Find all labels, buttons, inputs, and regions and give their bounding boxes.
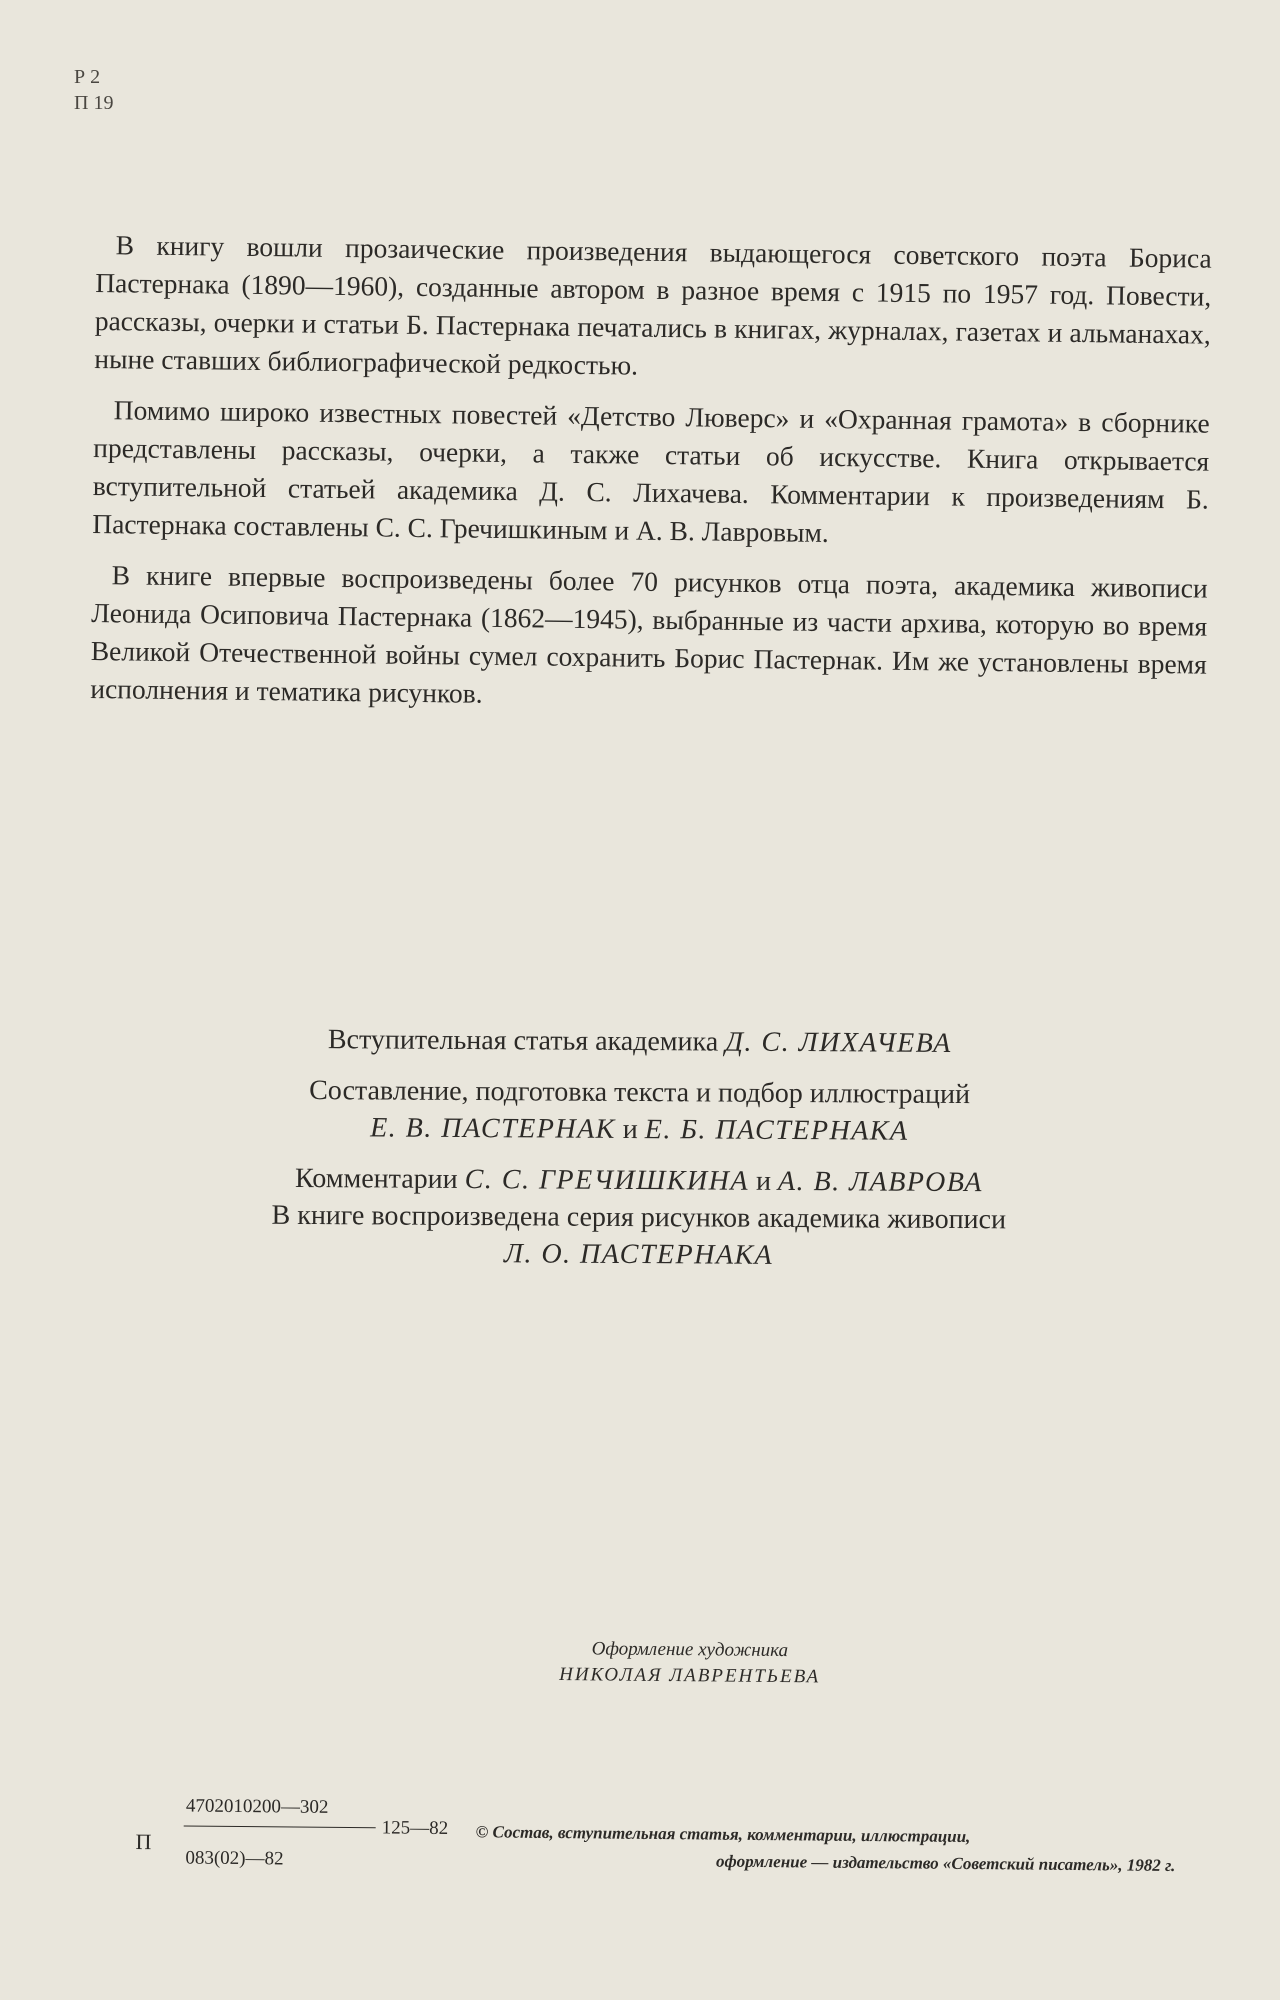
credit-introduction-name: Д. С. ЛИХАЧЕВА: [725, 1026, 952, 1059]
credit-comments: [139, 1159, 1139, 1202]
credit-compiler-1: Е. В. ПАСТЕРНАК: [370, 1112, 616, 1145]
credit-drawings-name: Л. О. ПАСТЕРНАКА: [503, 1238, 774, 1271]
credit-compiler-2: Е. Б. ПАСТЕРНАКА: [644, 1114, 909, 1147]
copyright-line-1: © Состав, вступительная статья, комментарии, иллюстрации,: [475, 1822, 971, 1847]
annotation-paragraph-1: В книгу вошли прозаические произведения выдающегося советского поэта Бориса Пастернака (1890—1960), созданные автором в разное время с 1915 по 1957 год. Повести, рассказы, очерки и статьи Б. Пастернака печатались в книгах, журналах, газетах и альманахах, ныне ставших библиографической редкостью.: [94, 229, 1212, 381]
annotation-paragraph-3: В книге впервые воспроизведены более 70 рисунков отца поэта, академика живописи Леонида Осиповича Пастернака (1862—1945), выбранные из части архива, которую во время Великой Отечественной войны сумел сохранить Борис Пастернак. Им же установлены время исполнения и тематика рисунков.: [90, 559, 1208, 709]
book-annotation: [90, 226, 1212, 735]
credit-conjunction: и: [622, 1113, 638, 1146]
classification-line-2: П 19: [74, 92, 114, 114]
credit-comments-label: Комментарии: [294, 1162, 458, 1195]
copyright-notice: [475, 1818, 1215, 1879]
credit-drawings-label: В книге воспроизведена серия рисунков академика живописи: [271, 1199, 1007, 1236]
imprint-denominator: 083(02)—82: [185, 1847, 284, 1870]
credit-compilation-label: Составление, подготовка текста и подбор иллюстраций: [309, 1075, 971, 1111]
credit-introduction: [140, 1020, 1140, 1063]
design-credit-label: Оформление художника: [591, 1638, 789, 1662]
credit-compilation: [139, 1071, 1139, 1151]
imprint-code: 125—82: [381, 1817, 449, 1839]
library-classification: [74, 64, 113, 116]
credit-introduction-label: Вступительная статья академика: [327, 1024, 719, 1058]
credit-drawings: [138, 1196, 1138, 1276]
credit-commentator-2: А. В. ЛАВРОВА: [777, 1165, 984, 1199]
imprint-block: [135, 1795, 1216, 1895]
imprint-numerator: 4702010200—302: [185, 1795, 329, 1818]
imprint-fraction-rule: [184, 1825, 376, 1828]
credit-commentator-1: С. С. ГРЕЧИШКИНА: [464, 1163, 750, 1197]
credit-conjunction: и: [755, 1165, 772, 1197]
copyright-line-2: оформление — издательство «Советский писатель», 1982 г.: [715, 1851, 1176, 1875]
design-credit-name: НИКОЛАЯ ЛАВРЕНТЬЕВА: [559, 1664, 821, 1688]
imprint-letter: П: [135, 1828, 152, 1855]
credits-block: [138, 1020, 1140, 1290]
design-credit: [440, 1635, 940, 1691]
classification-line-1: Р 2: [74, 66, 101, 88]
annotation-paragraph-2: Помимо широко известных повестей «Детство Люверс» и «Охранная грамота» в сборнике представлены рассказы, очерки, а также статьи об искусстве. Книга открывается вступительной статьей академика Д. С. Лихачева. Комментарии к произведениям Б. Пастернака составлены С. С. Гречишкиным и А. В. Лавровым.: [92, 394, 1210, 548]
